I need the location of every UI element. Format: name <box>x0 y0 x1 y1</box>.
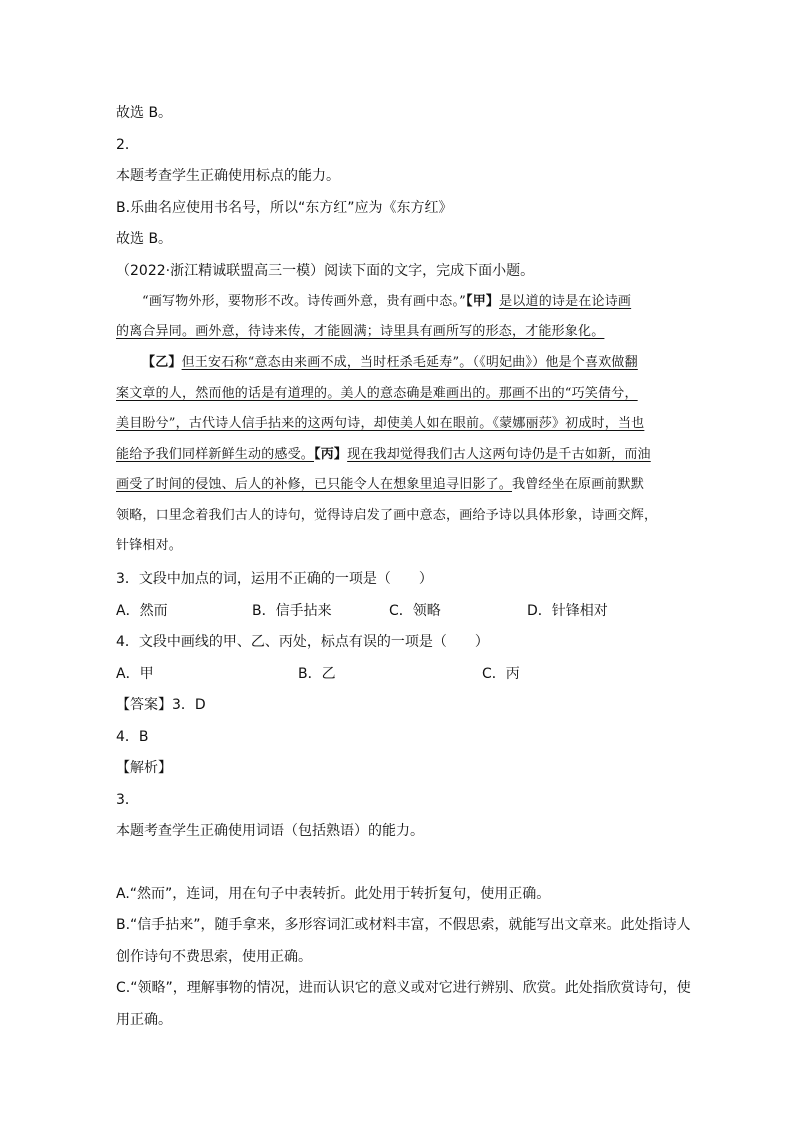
underlined-text: 是以道的诗是在论诗画 <box>499 294 632 309</box>
passage-line: 的离合异同。画外意，待诗来传，才能圆满；诗里具有画所写的形态，才能形象化。 <box>116 324 605 339</box>
analysis-label: 【解析】 <box>116 760 172 776</box>
option-a: A．甲 <box>116 666 154 682</box>
option-a: A．然而 <box>116 603 168 619</box>
text-line: 故选 B。 <box>116 231 173 247</box>
answer-3: 3．D <box>172 697 206 713</box>
passage-line: 领略，口里念着我们古人的诗句，觉得诗启发了画中意态，画给予诗以具体形象，诗画交辉， <box>116 508 658 523</box>
marker-bing: 【丙】 <box>314 447 348 462</box>
analysis-option-c-cont: 用正确。 <box>116 1012 172 1028</box>
underlined-text: 但王安石称“意态由来画不成，当时枉杀毛延寿”。（《明妃曲》）他是个喜欢做翻 <box>181 355 638 370</box>
analysis-intro: 本题考查学生正确使用词语（包括熟语）的能力。 <box>116 823 424 839</box>
text-line: B.乐曲名应使用书名号，所以“东方红”应为《东方红》 <box>116 200 453 216</box>
text-line: 故选 B。 <box>116 105 173 121</box>
underlined-text: 能给予我们同样新鲜生动的感受。 <box>116 447 315 462</box>
marker-yi: 【乙】 <box>142 355 182 370</box>
question-3-options <box>0 601 794 621</box>
passage-text: 我曾经坐在原画前默默 <box>512 477 645 492</box>
question-number-2: 2． <box>116 137 139 153</box>
section-header: （2022·浙江精诚联盟高三一模）阅读下面的文字，完成下面小题。 <box>116 263 535 279</box>
answer-4: 4．B <box>116 729 149 745</box>
passage-line <box>142 292 631 312</box>
question-4-stem: 4．文段中画线的甲、乙、丙处，标点有误的一项是（ ） <box>116 634 489 650</box>
option-c: C．领略 <box>389 603 441 619</box>
answer-label: 【答案】 <box>116 697 172 713</box>
option-d: D．针锋相对 <box>527 603 608 619</box>
text-line: 本题考查学生正确使用标点的能力。 <box>116 168 340 184</box>
option-b: B．信手拈来 <box>252 603 332 619</box>
analysis-option-c: C.“领略”，理解事物的情况，进而认识它的意义或对它进行辨别、欣赏。此处指欣赏诗句，使 <box>116 980 691 996</box>
answer-line <box>116 695 206 715</box>
analysis-option-a: A.“然而”，连词，用在句子中表转折。此处用于转折复句，使用正确。 <box>116 886 551 902</box>
passage-line <box>142 353 638 373</box>
analysis-number-3: 3． <box>116 792 139 808</box>
analysis-option-b-cont: 创作诗句不费思索，使用正确。 <box>116 949 312 965</box>
question-4-options <box>0 664 794 684</box>
underlined-text: 现在我却觉得我们古人这两句诗仍是千古如新，而油 <box>347 447 651 462</box>
passage-line: 针锋相对。 <box>116 538 183 553</box>
passage-line <box>116 475 644 495</box>
option-c: C．丙 <box>482 666 520 682</box>
passage-line: 美目盼兮”，古代诗人信手拈来的这两句诗，却使美人如在眼前。《蒙娜丽莎》初成时，当也 <box>116 416 645 431</box>
marker-jia: 【甲】 <box>466 294 500 309</box>
question-3-stem: 3．文段中加点的词，运用不正确的一项是（ ） <box>116 571 433 587</box>
analysis-option-b: B.“信手拈来”，随手拿来，多形容词汇或材料丰富，不假思索，就能写出文章来。此处指诗人 <box>116 917 691 933</box>
option-b: B．乙 <box>298 666 336 682</box>
passage-text: “画写物外形，要物形不改。诗传画外意，贵有画中态。” <box>142 294 466 309</box>
passage-line <box>116 445 651 465</box>
passage-line: 案文章的人，然而他的话是有道理的。美人的意态确是难画出的。那画不出的“巧笑倩兮， <box>116 386 638 401</box>
underlined-text: 画受了时间的侵蚀、后人的补修，已只能令人在想象里追寻旧影了。 <box>116 477 513 492</box>
